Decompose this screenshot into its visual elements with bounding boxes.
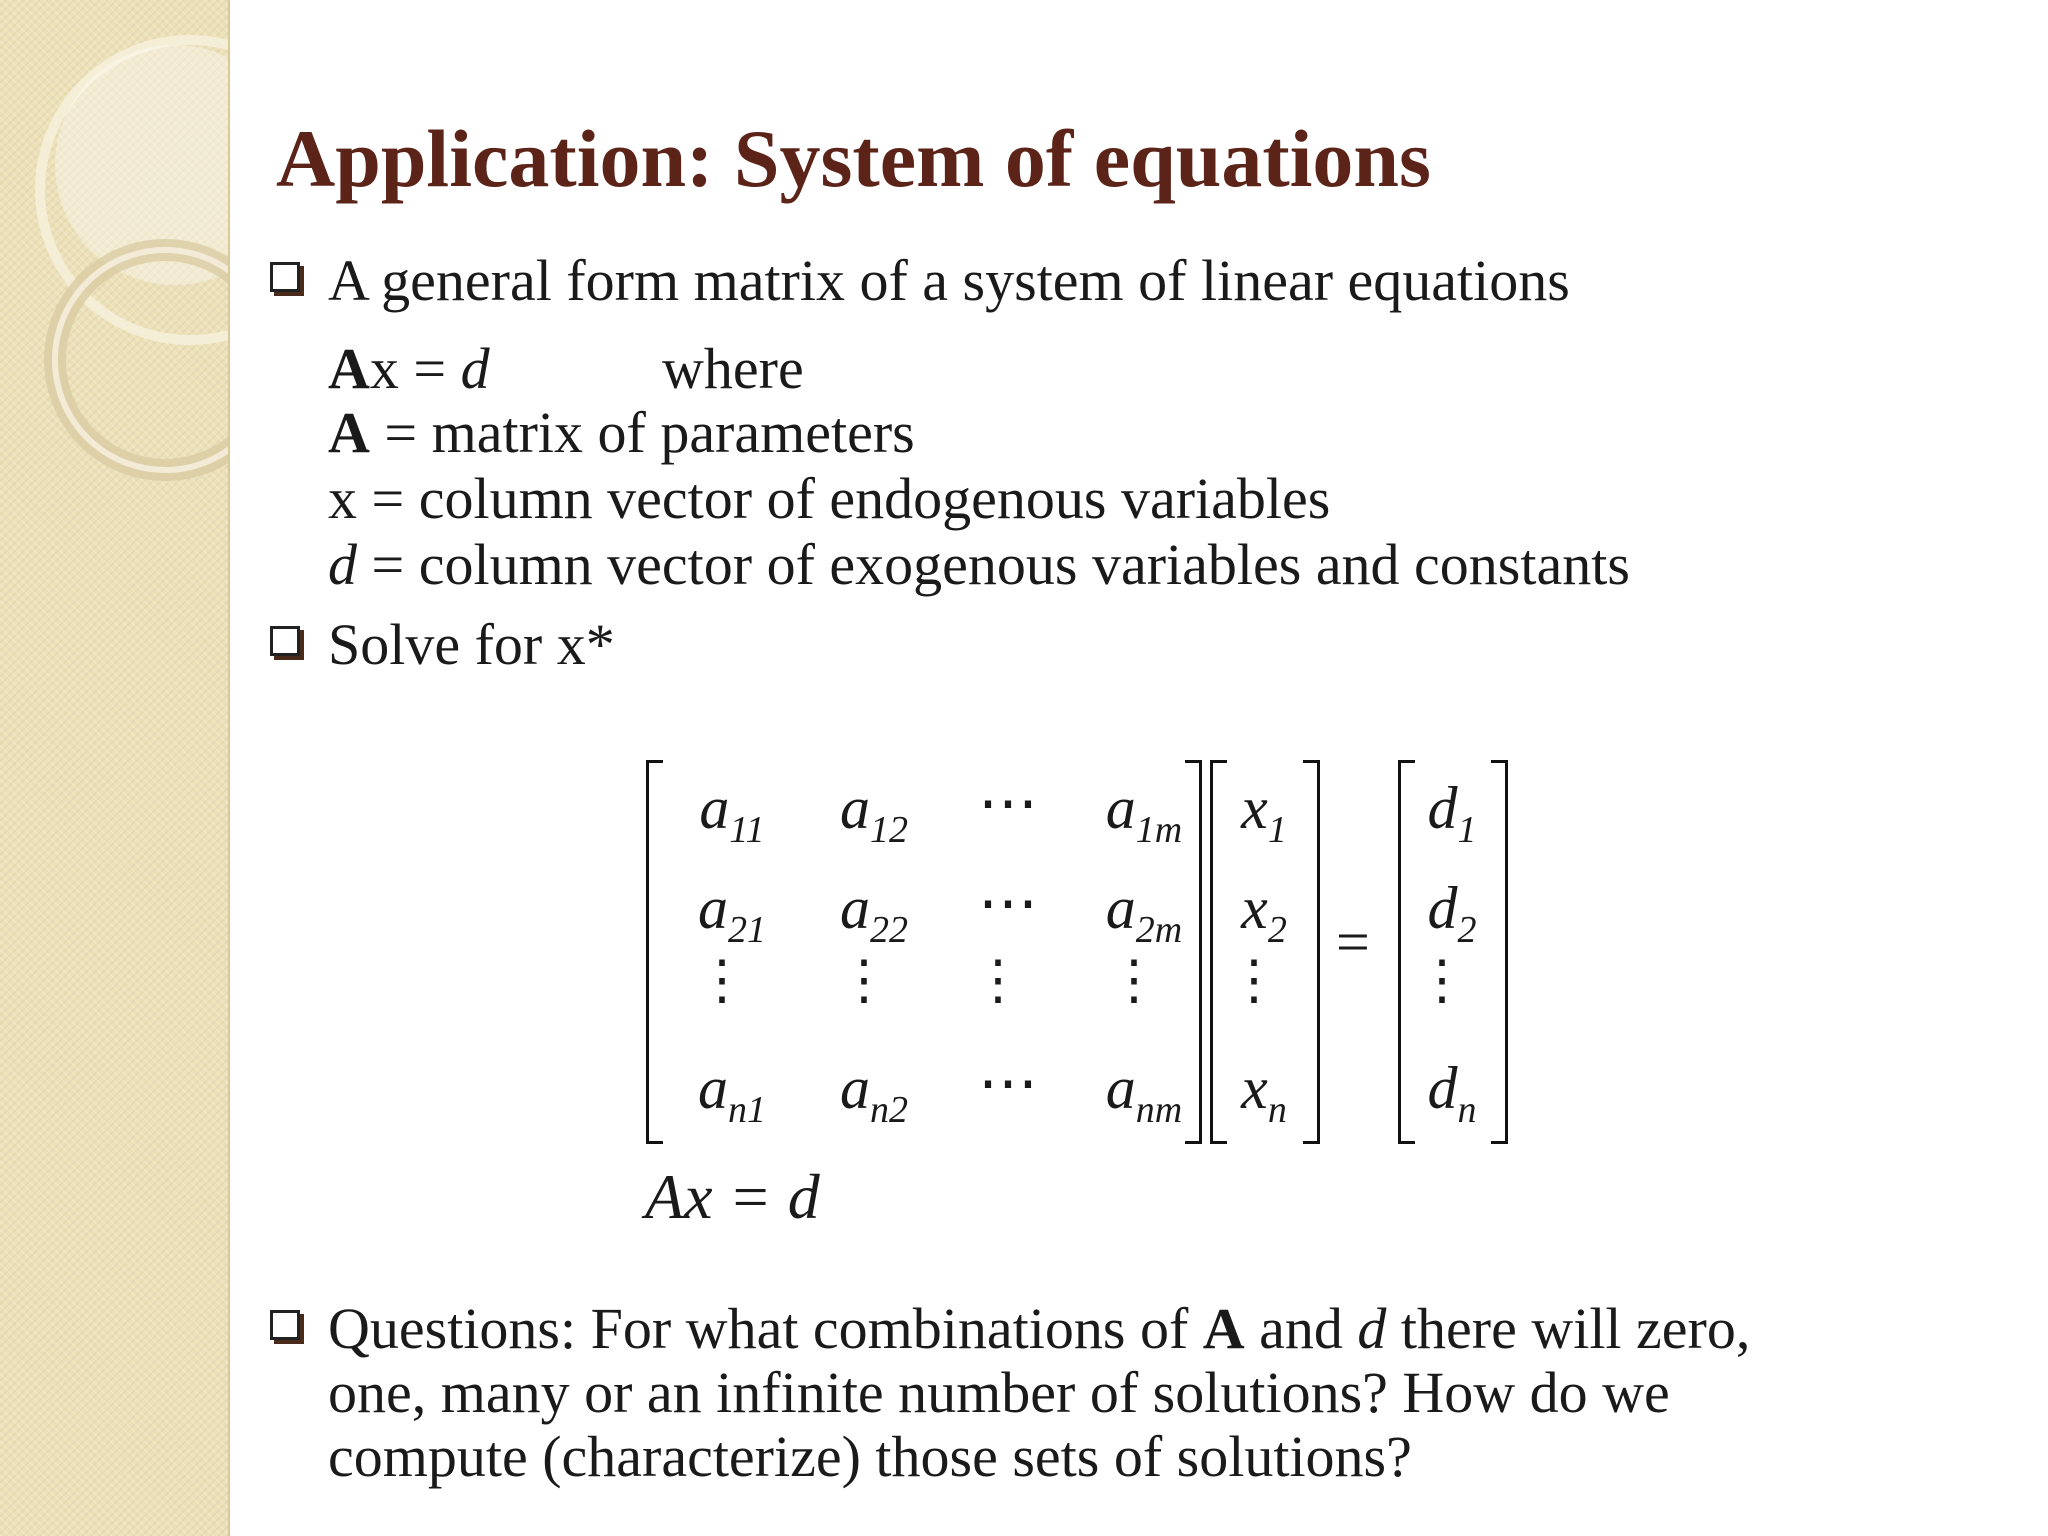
bullet-box-icon: [270, 1310, 300, 1340]
matrix-cell: ⋯: [978, 1050, 1038, 1116]
bullet-text-solve: Solve for x*: [328, 612, 615, 677]
bold-A: A: [328, 336, 370, 401]
questions-line-2: one, many or an infinite number of solutions? How do we: [328, 1360, 1670, 1425]
vertical-dots: ⋮: [837, 950, 891, 1010]
vector-cell: $x_n$: [1241, 1055, 1287, 1131]
vertical-dots: ⋮: [1415, 950, 1469, 1010]
italic-d: d: [460, 336, 490, 401]
vertical-dots: ⋮: [971, 950, 1025, 1010]
bullet-box-icon: [270, 262, 300, 292]
questions-line-3: compute (characterize) those sets of solutions?: [328, 1424, 1412, 1489]
matrix-cell: $a_{nm}$: [1105, 1055, 1183, 1131]
vector-cell: $d_n$: [1427, 1055, 1477, 1131]
vertical-dots: ⋮: [1227, 950, 1281, 1010]
vertical-dots: ⋮: [695, 950, 749, 1010]
matrix-cell: $a_{12}$: [840, 775, 908, 851]
bullet-box-icon: [270, 626, 300, 656]
equals-sign: =: [1336, 909, 1370, 975]
matrix-cell: $a_{n2}$: [840, 1055, 908, 1131]
bold-A: A: [1202, 1296, 1245, 1361]
slide-title: Application: System of equations: [276, 113, 1431, 204]
italic-d: d: [328, 532, 357, 597]
matrix-cell: ⋯: [978, 870, 1038, 936]
italic-d: d: [1357, 1296, 1387, 1361]
bullet-text-general-form: A general form matrix of a system of linear equations: [328, 248, 1570, 313]
equation-line: [328, 336, 490, 402]
matrix-cell: $a_{11}$: [699, 775, 765, 851]
vector-cell: $d_1$: [1427, 775, 1477, 851]
vector-cell: $x_1$: [1241, 775, 1287, 851]
where-label: where: [662, 336, 804, 401]
decorative-rings-graphic: [0, 0, 228, 520]
bold-A: A: [328, 400, 370, 465]
matrix-cell: $a_{1m}$: [1105, 775, 1183, 851]
definition-A: [328, 400, 915, 466]
matrix-cell: $a_{22}$: [840, 875, 908, 951]
matrix-cell: $a_{2m}$: [1105, 875, 1183, 951]
decorative-sidebar: [0, 0, 230, 1536]
matrix-equation: [640, 760, 1520, 1140]
definition-x: x = column vector of endogenous variables: [328, 466, 1331, 531]
left-bracket: [646, 760, 663, 1144]
definition-A-text: = matrix of parameters: [369, 400, 915, 465]
vector-d: [1398, 760, 1508, 1140]
equation-Ax-d: Ax = d: [645, 1161, 820, 1232]
matrix-A: [646, 760, 1202, 1140]
matrix-cell: $a_{21}$: [698, 875, 766, 951]
matrix-cell: ⋯: [978, 770, 1038, 836]
matrix-cell: $a_{n1}$: [698, 1055, 766, 1131]
x-equals: x =: [369, 336, 461, 401]
vector-x: [1210, 760, 1320, 1140]
definition-d-text: = column vector of exogenous variables and constants: [357, 532, 1630, 597]
vertical-dots: ⋮: [1107, 950, 1161, 1010]
vector-cell: $x_2$: [1241, 875, 1287, 951]
definition-d: [328, 532, 1630, 598]
questions-line-1: Questions: For what combinations of A and d there will zero,: [328, 1296, 1751, 1361]
vector-cell: $d_2$: [1427, 875, 1477, 951]
